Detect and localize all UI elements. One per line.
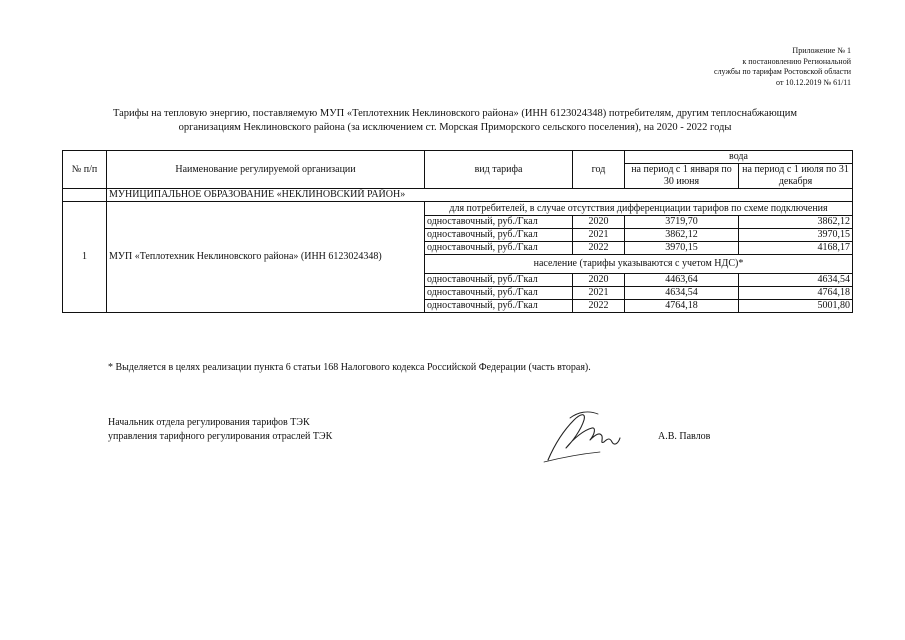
year-cell: 2020 — [573, 274, 625, 287]
period2-value: 4634,54 — [739, 274, 853, 287]
tariff-type-cell: одноставочный, руб./Гкал — [425, 216, 573, 229]
year-cell: 2022 — [573, 242, 625, 255]
tariff-type-cell: одноставочный, руб./Гкал — [425, 242, 573, 255]
signatory-name: А.В. Павлов — [658, 431, 711, 442]
period1-value: 3862,12 — [625, 229, 739, 242]
header-num: № п/п — [63, 151, 107, 189]
period1-value: 4463,64 — [625, 274, 739, 287]
title-line: Тарифы на тепловую энергию, поставляемую МУП «Теплотехник Неклиновского района» (ИНН 6123024348) потребителям, другим теплоснабжающим — [112, 108, 798, 119]
section1-label-row — [63, 202, 853, 216]
municipality-num-cell — [63, 189, 107, 202]
period2-value: 3970,15 — [739, 229, 853, 242]
appendix-line: к постановлению Региональной — [742, 56, 851, 66]
period2-value: 5001,80 — [739, 300, 853, 313]
tariff-type-cell: одноставочный, руб./Гкал — [425, 274, 573, 287]
signatory-title-line: управления тарифного регулирования отраслей ТЭК — [108, 431, 333, 442]
header-year: год — [573, 151, 625, 189]
header-org: Наименование регулируемой организации — [107, 151, 425, 189]
tariff-table — [62, 150, 853, 313]
handwritten-signature — [540, 408, 640, 464]
year-cell: 2020 — [573, 216, 625, 229]
footnote: * Выделяется в целях реализации пункта 6 статьи 168 Налогового кодекса Российской Федерации (часть вторая). — [108, 362, 591, 373]
period1-value: 3719,70 — [625, 216, 739, 229]
tariff-type-cell: одноставочный, руб./Гкал — [425, 287, 573, 300]
organization-name: МУП «Теплотехник Неклиновского района» (ИНН 6123024348) — [107, 202, 425, 313]
title-line: организациям Неклиновского района (за исключением ст. Морская Приморского сельского поселения), на 2020 - 2022 годы — [178, 122, 732, 133]
period1-value: 3970,15 — [625, 242, 739, 255]
section1-label: для потребителей, в случае отсутствия дифференциации тарифов по схеме подключения — [425, 202, 853, 216]
tariff-type-cell: одноставочный, руб./Гкал — [425, 229, 573, 242]
header-period1: на период с 1 января по 30 июня — [625, 164, 739, 189]
row-number: 1 — [63, 202, 107, 313]
appendix-line: от 10.12.2019 № 61/11 — [776, 77, 851, 87]
signatory-title — [108, 416, 332, 444]
appendix-line: службы по тарифам Ростовской области — [714, 67, 851, 76]
document-title — [70, 107, 840, 135]
header-group: вода — [625, 151, 853, 164]
municipality-row — [63, 189, 853, 202]
header-row — [63, 151, 853, 164]
appendix-line: Приложение № 1 — [792, 46, 851, 55]
header-tariff-type: вид тарифа — [425, 151, 573, 189]
period1-value: 4634,54 — [625, 287, 739, 300]
year-cell: 2022 — [573, 300, 625, 313]
signatory-title-line: Начальник отдела регулирования тарифов ТЭК — [108, 417, 310, 428]
section2-label: население (тарифы указываются с учетом НДС)* — [425, 255, 853, 274]
year-cell: 2021 — [573, 287, 625, 300]
period2-value: 4764,18 — [739, 287, 853, 300]
period2-value: 4168,17 — [739, 242, 853, 255]
year-cell: 2021 — [573, 229, 625, 242]
municipality-name: МУНИЦИПАЛЬНОЕ ОБРАЗОВАНИЕ «НЕКЛИНОВСКИЙ РАЙОН» — [107, 189, 853, 202]
appendix-header — [714, 46, 851, 88]
period2-value: 3862,12 — [739, 216, 853, 229]
tariff-type-cell: одноставочный, руб./Гкал — [425, 300, 573, 313]
period1-value: 4764,18 — [625, 300, 739, 313]
header-period2: на период с 1 июля по 31 декабря — [739, 164, 853, 189]
